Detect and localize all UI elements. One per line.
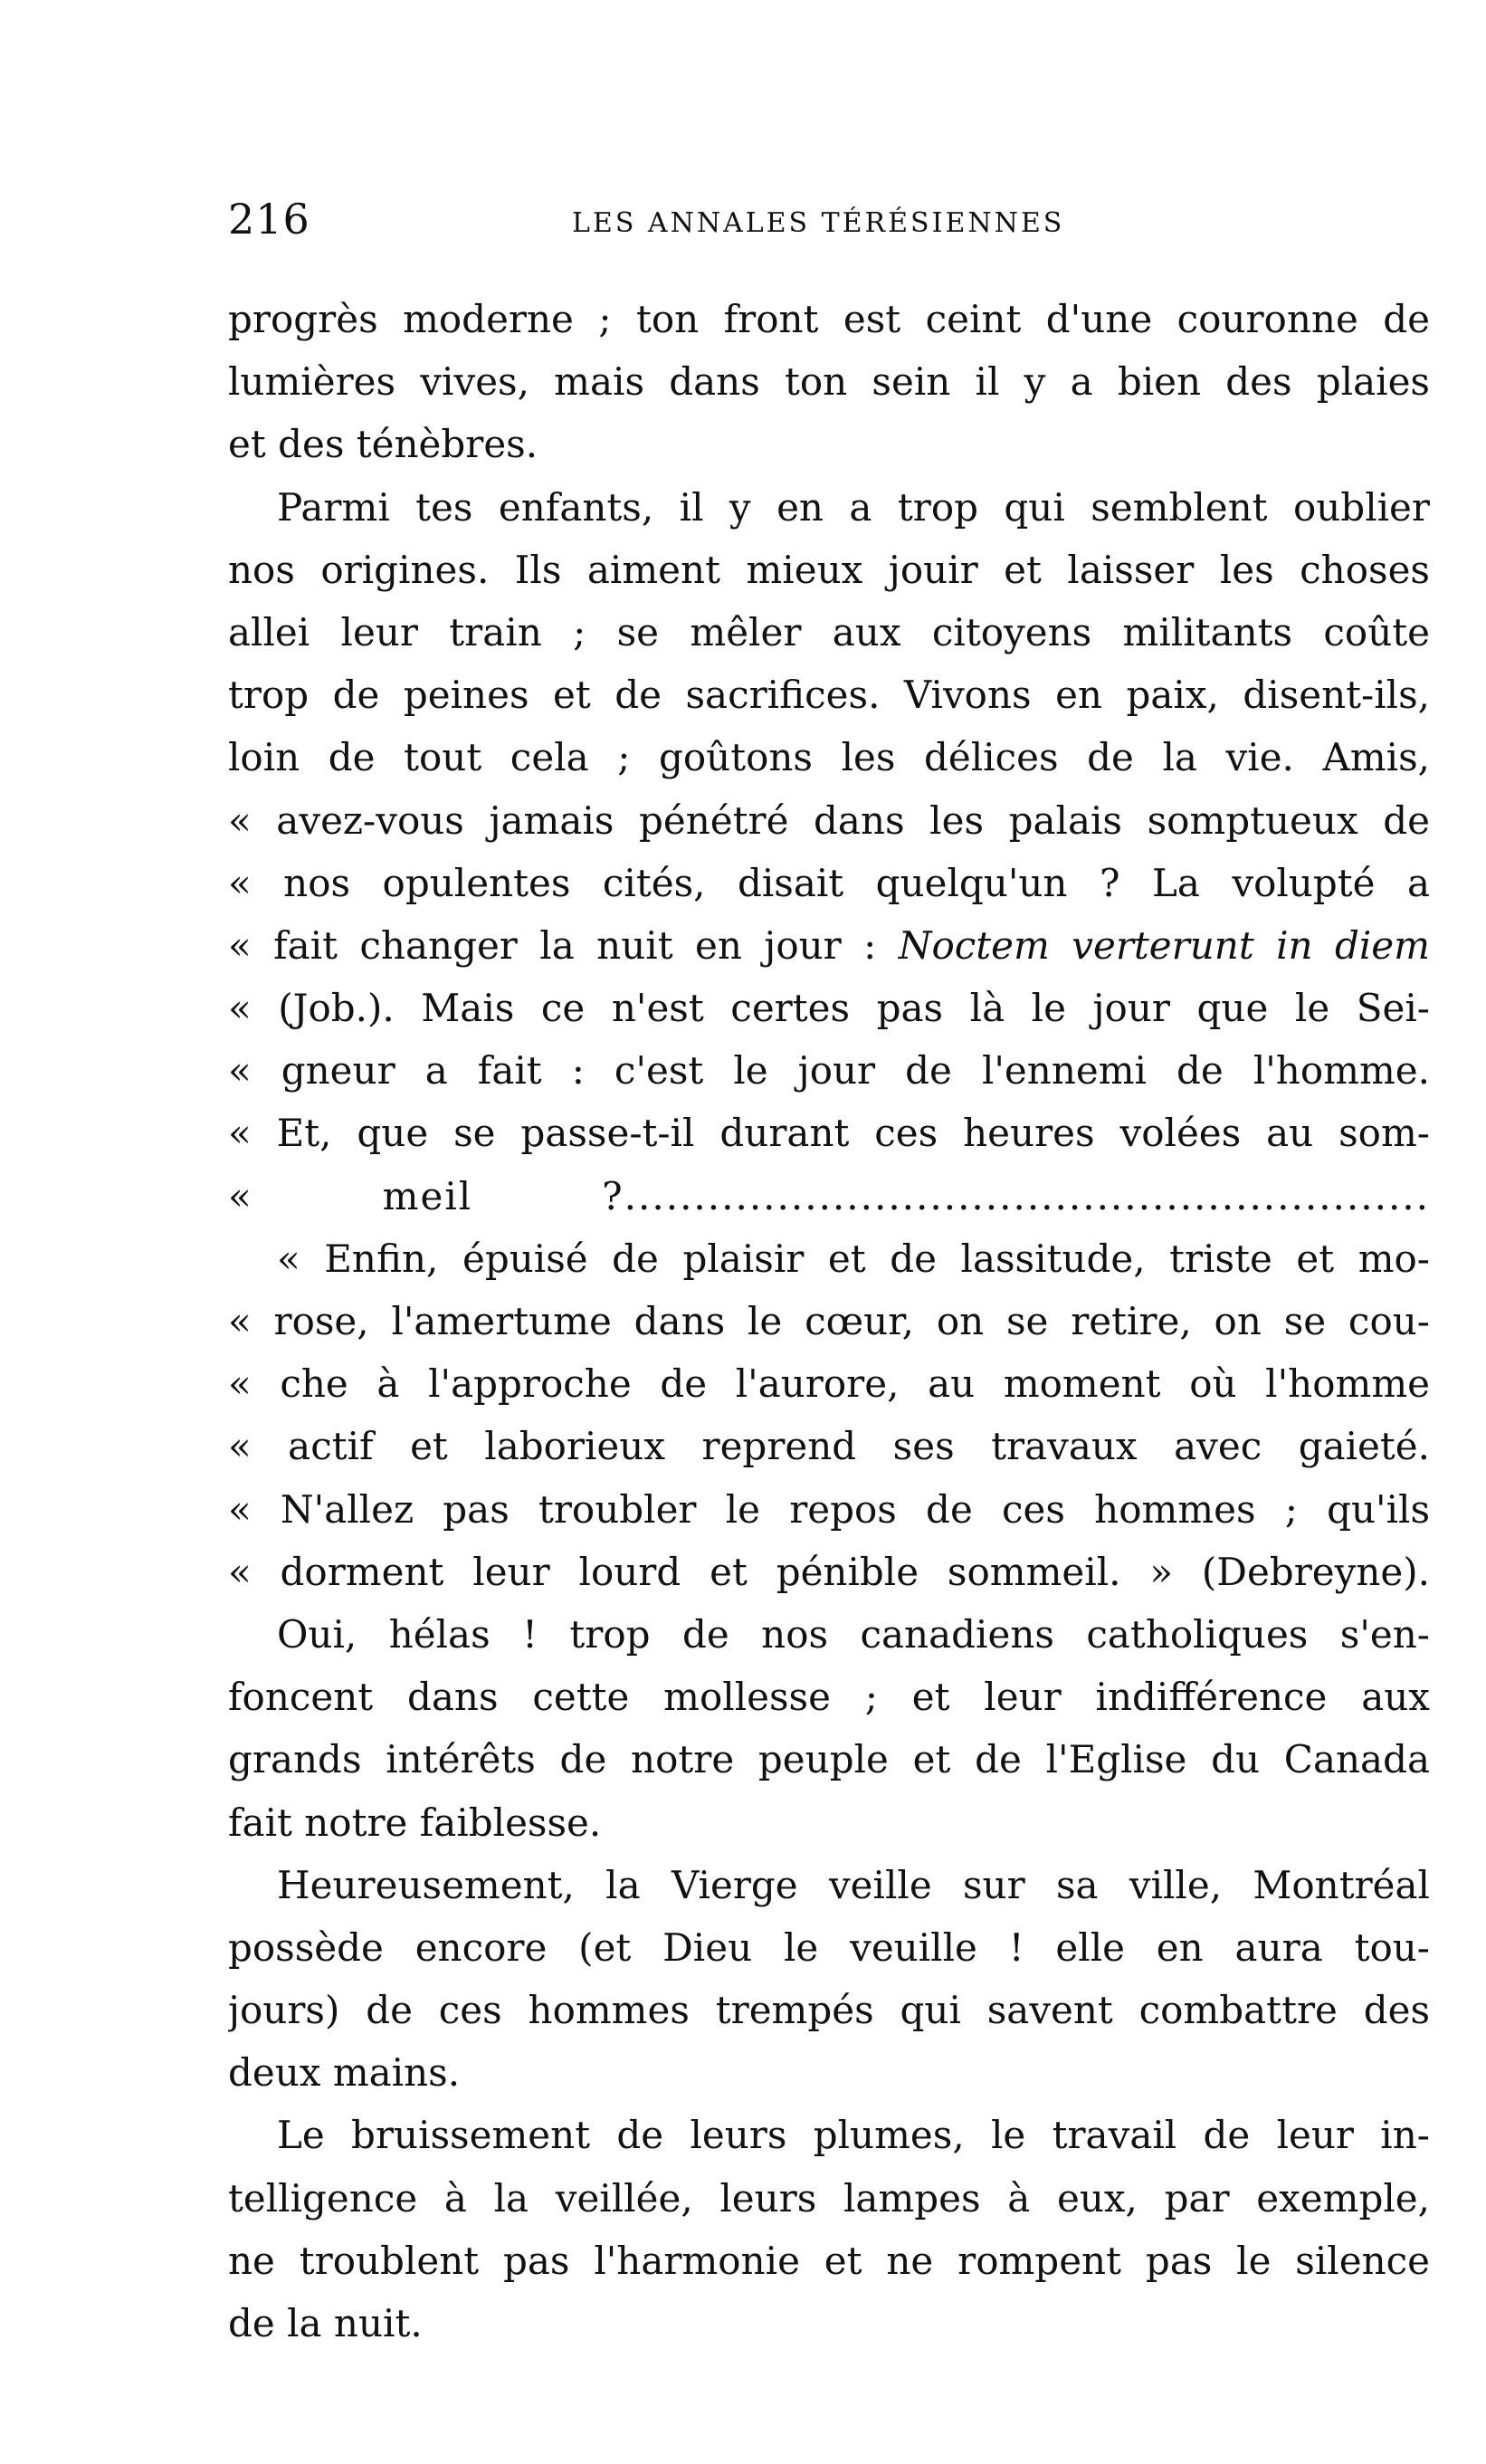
quote-line: « avez-vous jamais pénétré dans les palais somptueux de: [228, 797, 1430, 843]
text-line: deux mains.: [228, 2050, 461, 2096]
quote-line: « Et, que se passe-t-il durant ces heures volées au som-: [228, 1111, 1430, 1156]
paragraph-start-line: Oui, hélas ! trop de nos canadiens catholiques s'en-: [277, 1611, 1430, 1657]
paragraph-start-line: Parmi tes enfants, il y en a trop qui semblent oublier: [277, 484, 1430, 530]
text-line: trop de peines et de sacrifices. Vivons en paix, disent-ils,: [228, 673, 1430, 718]
text-line: progrès moderne ; ton front est ceint d'une couronne de: [228, 297, 1430, 341]
page-number: 216: [228, 195, 310, 244]
text-line: nos origines. Ils aiment mieux jouir et laisser les choses: [228, 547, 1430, 592]
text-line: telligence à la veillée, leurs lampes à eux, par exemple,: [228, 2175, 1430, 2220]
quote-line: « gneur a fait : c'est le jour de l'ennemi de l'homme.: [228, 1048, 1430, 1094]
page-header: [228, 195, 1430, 249]
quote-paragraph-start-line: « Enfin, épuisé de plaisir et de lassitude, triste et mo-: [277, 1236, 1430, 1281]
text-line: ne troublent pas l'harmonie et ne rompent pas le silence: [228, 2238, 1430, 2283]
quote-line: « (Job.). Mais ce n'est certes pas là le jour que le Sei-: [228, 986, 1430, 1031]
latin-citation: Noctem verterunt in diem: [898, 922, 1430, 968]
body-text: [228, 288, 1430, 2354]
quote-line: « nos opulentes cités, disait quelqu'un ? La volupté a: [228, 860, 1430, 905]
quote-line-ellipsis: « meil ?..........................................................: [228, 1173, 1430, 1218]
text-line: jours) de ces hommes trempés qui savent combattre des: [228, 1988, 1430, 2033]
text-line: lumières vives, mais dans ton sein il y a bien des plaies: [228, 359, 1430, 405]
text-line: possède encore (et Dieu le veuille ! elle en aura tou-: [228, 1924, 1430, 1970]
quote-line: « N'allez pas troubler le repos de ces hommes ; qu'ils: [228, 1486, 1430, 1532]
quote-line: « rose, l'amertume dans le cœur, on se retire, on se cou-: [228, 1299, 1430, 1343]
quote-line: « dorment leur lourd et pénible sommeil. » (Debreyne).: [228, 1549, 1430, 1594]
paragraph-start-line: Le bruissement de leurs plumes, le travail de leur in-: [277, 2113, 1430, 2158]
text-line: allei leur train ; se mêler aux citoyens militants coûte: [228, 609, 1430, 654]
text-line: de la nuit.: [228, 2301, 423, 2345]
text-line: foncent dans cette mollesse ; et leur indifférence aux: [228, 1675, 1430, 1720]
paragraph-start-line: Heureusement, la Vierge veille sur sa ville, Montréal: [277, 1862, 1430, 1907]
text-line: et des ténèbres.: [228, 422, 538, 467]
text-line: grands intérêts de notre peuple et de l'Eglise du Canada: [228, 1737, 1430, 1782]
quote-line-prefix: « fait changer la nuit en jour :: [228, 922, 899, 968]
quote-line: « che à l'approche de l'aurore, au moment où l'homme: [228, 1361, 1430, 1407]
text-line: fait notre faiblesse.: [228, 1800, 602, 1845]
text-line: loin de tout cela ; goûtons les délices de la vie. Amis,: [228, 735, 1430, 780]
quote-line-with-latin: [228, 914, 1430, 977]
quote-line: « actif et laborieux reprend ses travaux avec gaieté.: [228, 1424, 1430, 1469]
running-title: LES ANNALES TÉRÉSIENNES: [572, 207, 1065, 239]
